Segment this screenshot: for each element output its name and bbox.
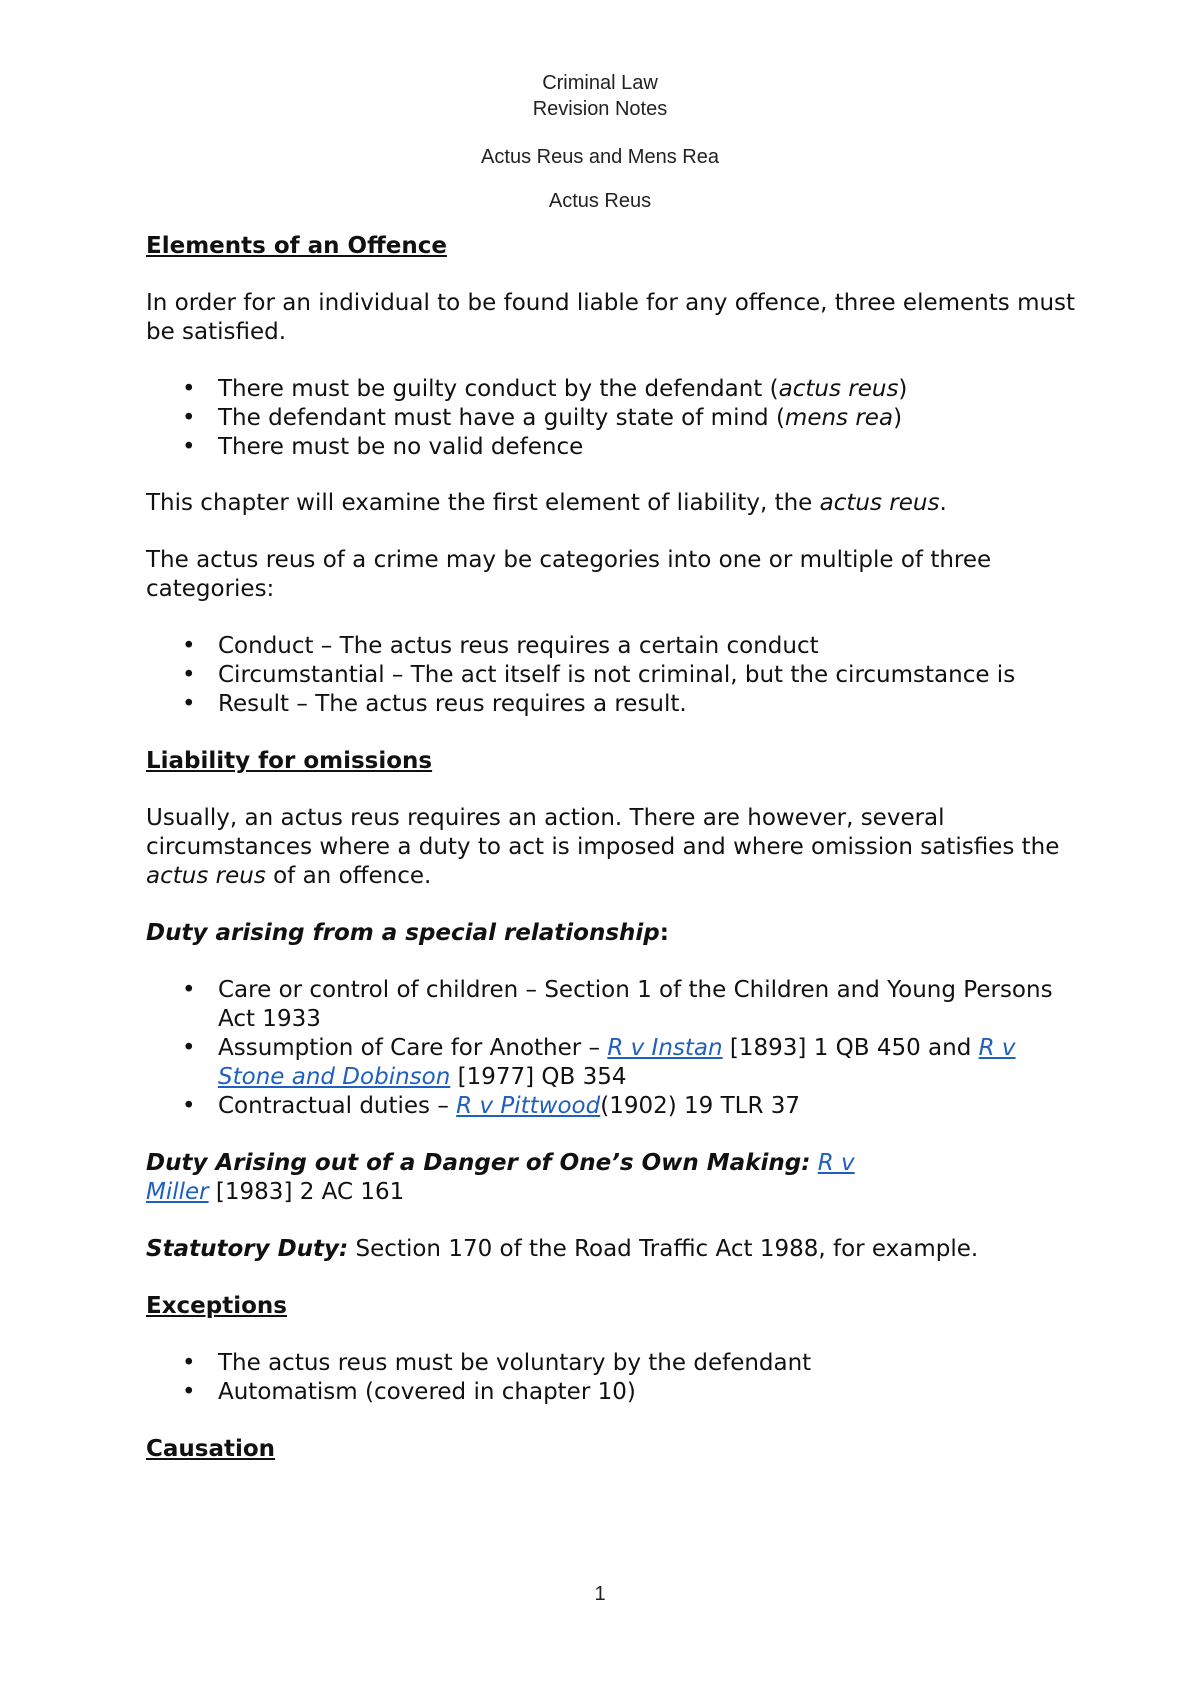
elements-list	[146, 375, 1076, 462]
case-link-instan[interactable]: R v Instan	[607, 1035, 723, 1061]
bullet-icon: •	[182, 405, 196, 431]
document-title: Criminal Law	[542, 72, 658, 94]
paragraph-chapter: This chapter will examine the first element of liability, the actus reus.	[146, 490, 947, 516]
case-link-stone-dobinson[interactable]: R v Stone and Dobinson	[218, 1035, 1016, 1090]
section-title: Actus Reus	[548, 190, 652, 212]
page-number: 1	[594, 1583, 606, 1605]
list-item: • The actus reus must be voluntary by the defendant	[182, 1350, 812, 1376]
bullet-icon: •	[182, 1035, 196, 1061]
heading-elements-of-offence: Elements of an Offence	[146, 233, 447, 259]
paragraph-danger-own-making: Duty Arising out of a Danger of One’s Own Making: R v Miller [1983] 2 AC 161	[146, 1150, 855, 1205]
case-link-miller[interactable]: R v Miller	[146, 1150, 855, 1205]
heading-exceptions: Exceptions	[146, 1293, 287, 1319]
heading-causation: Causation	[146, 1436, 276, 1462]
list-item: • Circumstantial – The act itself is not criminal, but the circumstance is	[182, 662, 1016, 688]
categories-list	[146, 632, 1076, 719]
bullet-icon: •	[182, 1379, 196, 1405]
list-item: • Assumption of Care for Another – R v Instan [1893] 1 QB 450 and R v Stone and Dobinson [1977] QB 354	[182, 1035, 1016, 1090]
bullet-icon: •	[182, 691, 196, 717]
list-item: • Conduct – The actus reus requires a certain conduct	[182, 633, 819, 659]
paragraph-omissions: Usually, an actus reus requires an action. There are however, several circumstances where a duty to act is imposed and where omission satisfies the actus reus of an offence.	[146, 805, 1060, 889]
list-item: • Result – The actus reus requires a result.	[182, 691, 687, 717]
list-item: • Contractual duties – R v Pittwood(1902) 19 TLR 37	[182, 1093, 801, 1119]
paragraph-categories-intro: The actus reus of a crime may be categories into one or multiple of three categories:	[146, 547, 992, 602]
paragraph-intro: In order for an individual to be found liable for any offence, three elements must be satisfied.	[146, 290, 1076, 345]
list-item: • There must be no valid defence	[182, 434, 584, 460]
case-link-pittwood[interactable]: R v Pittwood	[456, 1093, 601, 1119]
list-item: • There must be guilty conduct by the defendant (actus reus)	[182, 376, 908, 402]
bullet-icon: •	[182, 1350, 196, 1376]
chapter-title: Actus Reus and Mens Rea	[481, 146, 719, 168]
paragraph-statutory-duty: Statutory Duty: Section 170 of the Road Traffic Act 1988, for example.	[146, 1236, 979, 1262]
list-item: • Care or control of children – Section 1 of the Children and Young Persons Act 1933	[182, 977, 1053, 1032]
bullet-icon: •	[182, 434, 196, 460]
heading-liability-omissions: Liability for omissions	[146, 748, 433, 774]
bullet-icon: •	[182, 1093, 196, 1119]
list-item: • The defendant must have a guilty state of mind (mens rea)	[182, 405, 903, 431]
heading-special-relationship: Duty arising from a special relationship:	[146, 920, 669, 946]
bullet-icon: •	[182, 633, 196, 659]
list-item: • Automatism (covered in chapter 10)	[182, 1379, 636, 1405]
bullet-icon: •	[182, 376, 196, 402]
special-relationship-list	[146, 976, 1076, 1121]
document-subtitle: Revision Notes	[532, 98, 668, 120]
bullet-icon: •	[182, 977, 196, 1003]
exceptions-list	[146, 1349, 1076, 1407]
bullet-icon: •	[182, 662, 196, 688]
document-body	[146, 232, 1076, 1464]
